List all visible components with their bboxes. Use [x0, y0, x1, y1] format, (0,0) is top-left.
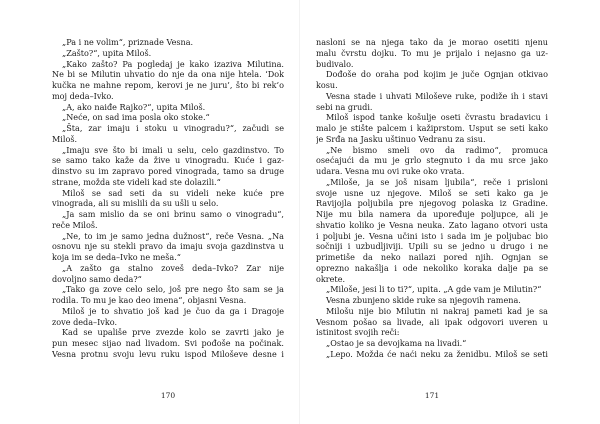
text-line: moj deda–Ivko. — [52, 90, 114, 101]
text-line: „Imaju sve što bi imali u selu, celo gazdinstvo. To — [62, 144, 284, 155]
text-line: Vesna stade i uhvati Miloševe ruke, podiže ih i stavi — [326, 90, 548, 101]
text-line: osnovu nje su stekli pravo da imaju svoja gazdinstva u — [52, 241, 284, 252]
text-line: udara. Vesna mu ovi ruke oko vrata. — [316, 166, 465, 176]
text-line: Ne bi se Milutin uhvatio do nje da ona nije htela. ‘Dok — [52, 69, 284, 80]
text-line: reče Miloš. — [52, 219, 98, 230]
text-line: „A zašto ga stalno zoveš deda–Ivko? Zar nije — [62, 262, 284, 273]
text-line: i poljubi je. Vesna učini isto i sada im je poljubac bio — [316, 230, 548, 241]
text-line: je Srđa na Jasku uštinuo Vedranu za sisu. — [316, 133, 486, 144]
left-page-text — [52, 37, 284, 360]
text-line: svoje usne uz njegove. Miloš se seti kako ga je — [316, 187, 548, 198]
text-line: „A, ako naiđe Rajko?“, upita Miloš. — [62, 101, 206, 112]
text-line: Miloš. — [52, 133, 78, 144]
text-line: strane, možda ste videli kad ste dolazili.“ — [52, 176, 221, 187]
text-line: sočniji i uzbudljiviji. Upili su se jedno u drugo i ne — [316, 241, 548, 252]
text-line: „Neće, on sad ima posla oko stoke.“ — [62, 112, 210, 123]
left-page-number: 170 — [160, 391, 176, 400]
text-line: dovoljno samo deda?“ — [52, 273, 142, 284]
text-line: okrete. — [316, 273, 346, 284]
text-line: „Kako zašto? Pa pogledaj je kako izaziva Milutina. — [62, 58, 284, 69]
text-line: Milošu nije bio Milutin ni nakraj pameti kad je sa — [326, 305, 548, 316]
text-line: zove deda–Ivko. — [52, 316, 118, 327]
text-line: budivalo. — [316, 58, 354, 69]
text-line: „Pa i ne volim“, priznade Vesna. — [62, 37, 194, 47]
text-line: vinograda, ali su mislili da su ušli u selo. — [52, 198, 219, 209]
text-line: rodila. To mu je kao deo imena“, objasni Vesna. — [52, 295, 247, 305]
text-line: kosu. — [316, 80, 338, 90]
text-line: Vesna protnu svoju levu ruku ispod Miloševe desne i — [52, 348, 284, 359]
text-line: „Ne, to im je samo jedna dužnost“, reče Vesna. „Na — [62, 230, 284, 241]
text-line: „Zašto?“, upita Miloš. — [62, 47, 152, 58]
text-line: oprezno nakašlja i ode nekoliko koraka dalje pa se — [316, 262, 548, 273]
text-line: istinitost svojih reči: — [316, 327, 400, 338]
text-line: Miloš je to shvatio još kad je čuo da ga i Dragoje — [62, 305, 284, 316]
text-line: Dođoše do oraha pod kojim je juče Ognjan otkivao — [326, 69, 548, 80]
text-line: malu čvrstu dojku. To mu je prijalo i nejasno ga uz- — [316, 47, 548, 58]
text-line: nasloni se na njega tako da je morao osetiti njenu — [316, 37, 548, 47]
text-line: primetiše da neko nailazi pored njih. Ognjan se — [316, 252, 548, 262]
text-line: pun mesec sijao nad livadom. Svi pođoše na počinak. — [52, 338, 284, 348]
text-line: Nije mu bila namera da upoređuje poljupce, ali je — [316, 209, 548, 219]
text-line: Vesna zbunjeno skide ruke sa njegovih ramena. — [326, 295, 521, 305]
text-line: „Miloše, jesi li to ti?“, upita. „A gde vam je Milutin?“ — [326, 284, 542, 295]
text-line: Vesnom pošao sa livade, ali ipak odgovori uveren u — [316, 316, 548, 327]
text-line: „Ne bismo smeli ovo da radimo“, promuca — [326, 144, 548, 155]
text-line: „Ja sam mislio da se oni brinu samo o vinogradu“, — [62, 209, 284, 219]
text-line: malo je stište palcem i kažiprstom. Usput se seti kako — [316, 123, 548, 133]
text-line: Ravijojla poljubila pre njegovog polaska iz Gradine. — [316, 198, 548, 209]
text-line: „Ostao je sa devojkama na livadi.“ — [326, 338, 467, 348]
text-line: „Lepo. Možda će naći neku za ženidbu. Miloš se seti — [326, 348, 548, 359]
text-line: Miloš se sad seti da su videli neke kuće pre — [62, 187, 284, 198]
text-line: koja im se deda–Ivko ne meša.“ — [52, 252, 181, 262]
right-page — [300, 0, 600, 424]
text-line: „Šta, zar imaju i stoku u vinogradu?“, začudi se — [62, 123, 284, 133]
right-page-number: 171 — [424, 391, 440, 400]
text-line: Miloš ispod tanke košulje oseti čvrastu bradavicu i — [326, 112, 548, 123]
text-line: Kad se upališe prve zvezde kolo se zavrti jako je — [62, 327, 284, 338]
right-page-text — [316, 37, 548, 360]
text-line: osećajući da mu je grlo stegnuto i da mu srce jako — [316, 155, 548, 166]
text-line: shvatio koliko je Vesna neuka. Zato lagano otvori usta — [316, 219, 548, 230]
text-line: dinstvo su im zapravo pored vinograda, tamo sa druge — [52, 166, 284, 176]
text-line: se samo tako kaže da žive u vinogradu. Kuće i gaz- — [52, 155, 284, 166]
text-line: kučka ne mahne repom, kerovi je ne juru’, što bi rek’o — [52, 80, 284, 90]
text-line: „Miloše, ja se još nisam ljubila“, reče i prisloni — [326, 176, 548, 187]
text-line: sebi na grudi. — [316, 101, 373, 112]
text-line: „Tako ga zove celo selo, još pre nego što sam se ja — [62, 284, 284, 295]
